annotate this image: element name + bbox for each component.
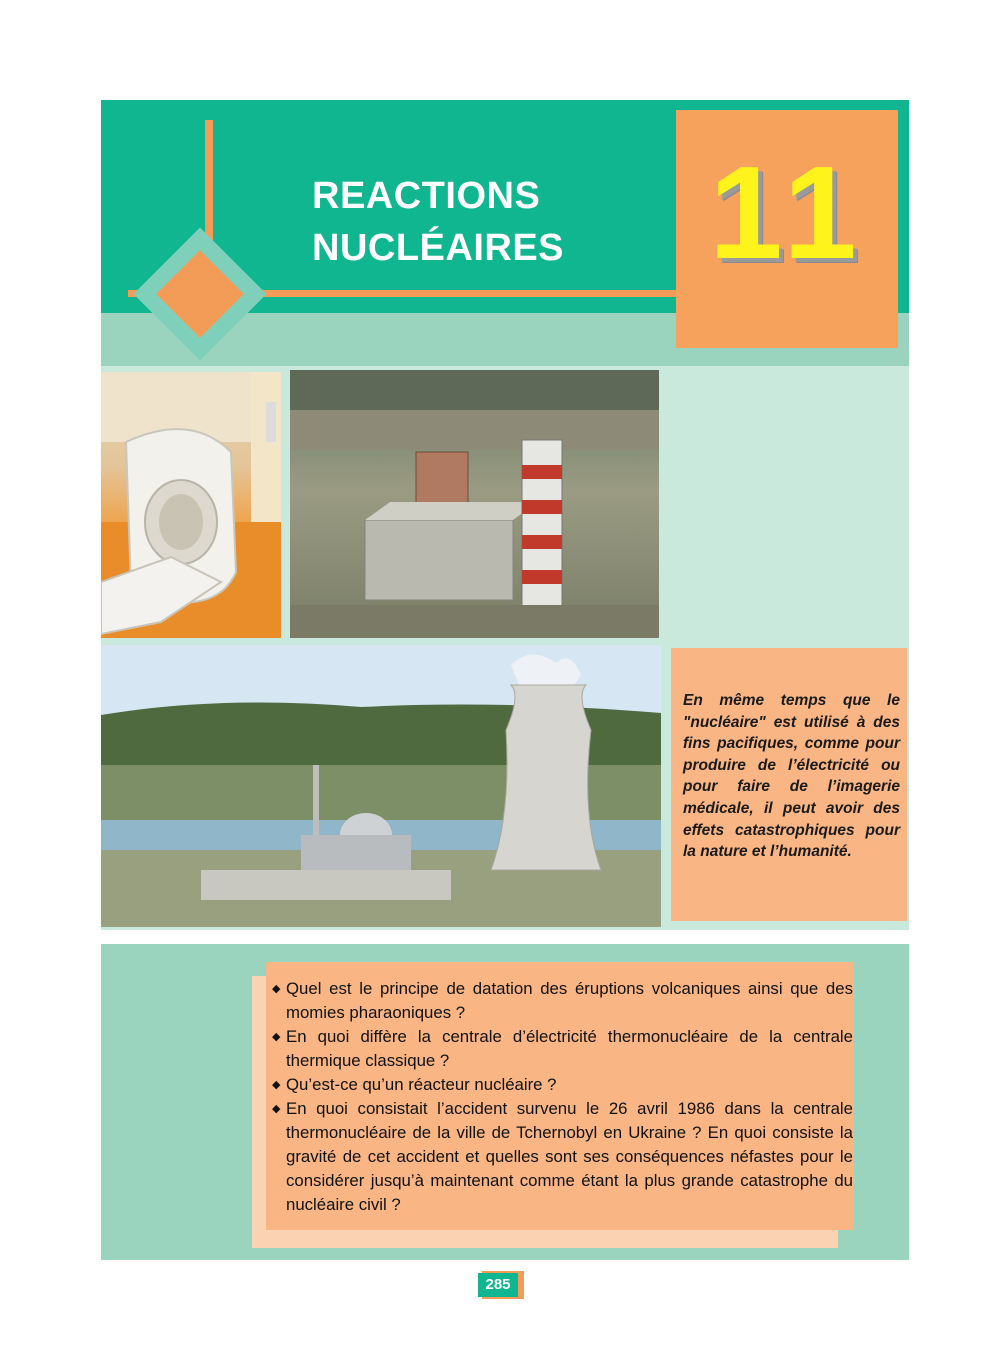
chapter-number: 11	[709, 139, 865, 286]
cooling-tower-photo	[101, 645, 661, 927]
question-item	[272, 977, 853, 1025]
diamond-bullet-icon: ◆	[272, 1031, 281, 1043]
question-text: En quoi diffère la centrale d’électricité thermonucléaire de la centrale thermique classique ?	[286, 1027, 853, 1070]
question-item	[272, 1073, 853, 1097]
nuclear-plant-aerial-illustration	[290, 370, 659, 638]
page-number: 285	[478, 1273, 518, 1297]
question-text: Quel est le principe de datation des éruptions volcaniques ainsi que des momies pharaoniques ?	[286, 979, 853, 1022]
diamond-bullet-icon: ◆	[272, 1103, 281, 1115]
question-item	[272, 1025, 853, 1073]
medical-scanner-photo	[101, 372, 281, 638]
diamond-bullet-icon: ◆	[272, 1079, 281, 1091]
chapter-title	[312, 170, 672, 274]
chapter-title-line1: REACTIONS	[312, 175, 541, 217]
question-text: Qu’est-ce qu’un réacteur nucléaire ?	[286, 1075, 557, 1094]
question-text: En quoi consistait l’accident survenu le 26 avril 1986 dans la centrale thermonucléaire de la ville de Tchernobyl en Ukraine ? En quoi consiste la gravité de cet accident et quelles sont ses conséquences néfastes pour le considérer jusqu’à maintenant comme étant la plus grande catastrophe du nucléaire civil ?	[286, 1099, 853, 1214]
nuclear-plant-aerial-photo	[290, 370, 659, 638]
cooling-tower-illustration	[101, 645, 661, 927]
questions-list	[272, 977, 853, 1217]
question-item	[272, 1097, 853, 1217]
caption-text: En même temps que le "nucléaire" est utilisé à des fins pacifiques, comme pour produire de l’électricité ou pour faire de l’imagerie médicale, il peut avoir des effets catastrophiques pour la nature et l’humanité.	[683, 692, 900, 861]
chapter-title-line2: NUCLÉAIRES	[312, 227, 565, 269]
diamond-bullet-icon: ◆	[272, 983, 281, 995]
medical-scanner-illustration	[101, 372, 281, 638]
